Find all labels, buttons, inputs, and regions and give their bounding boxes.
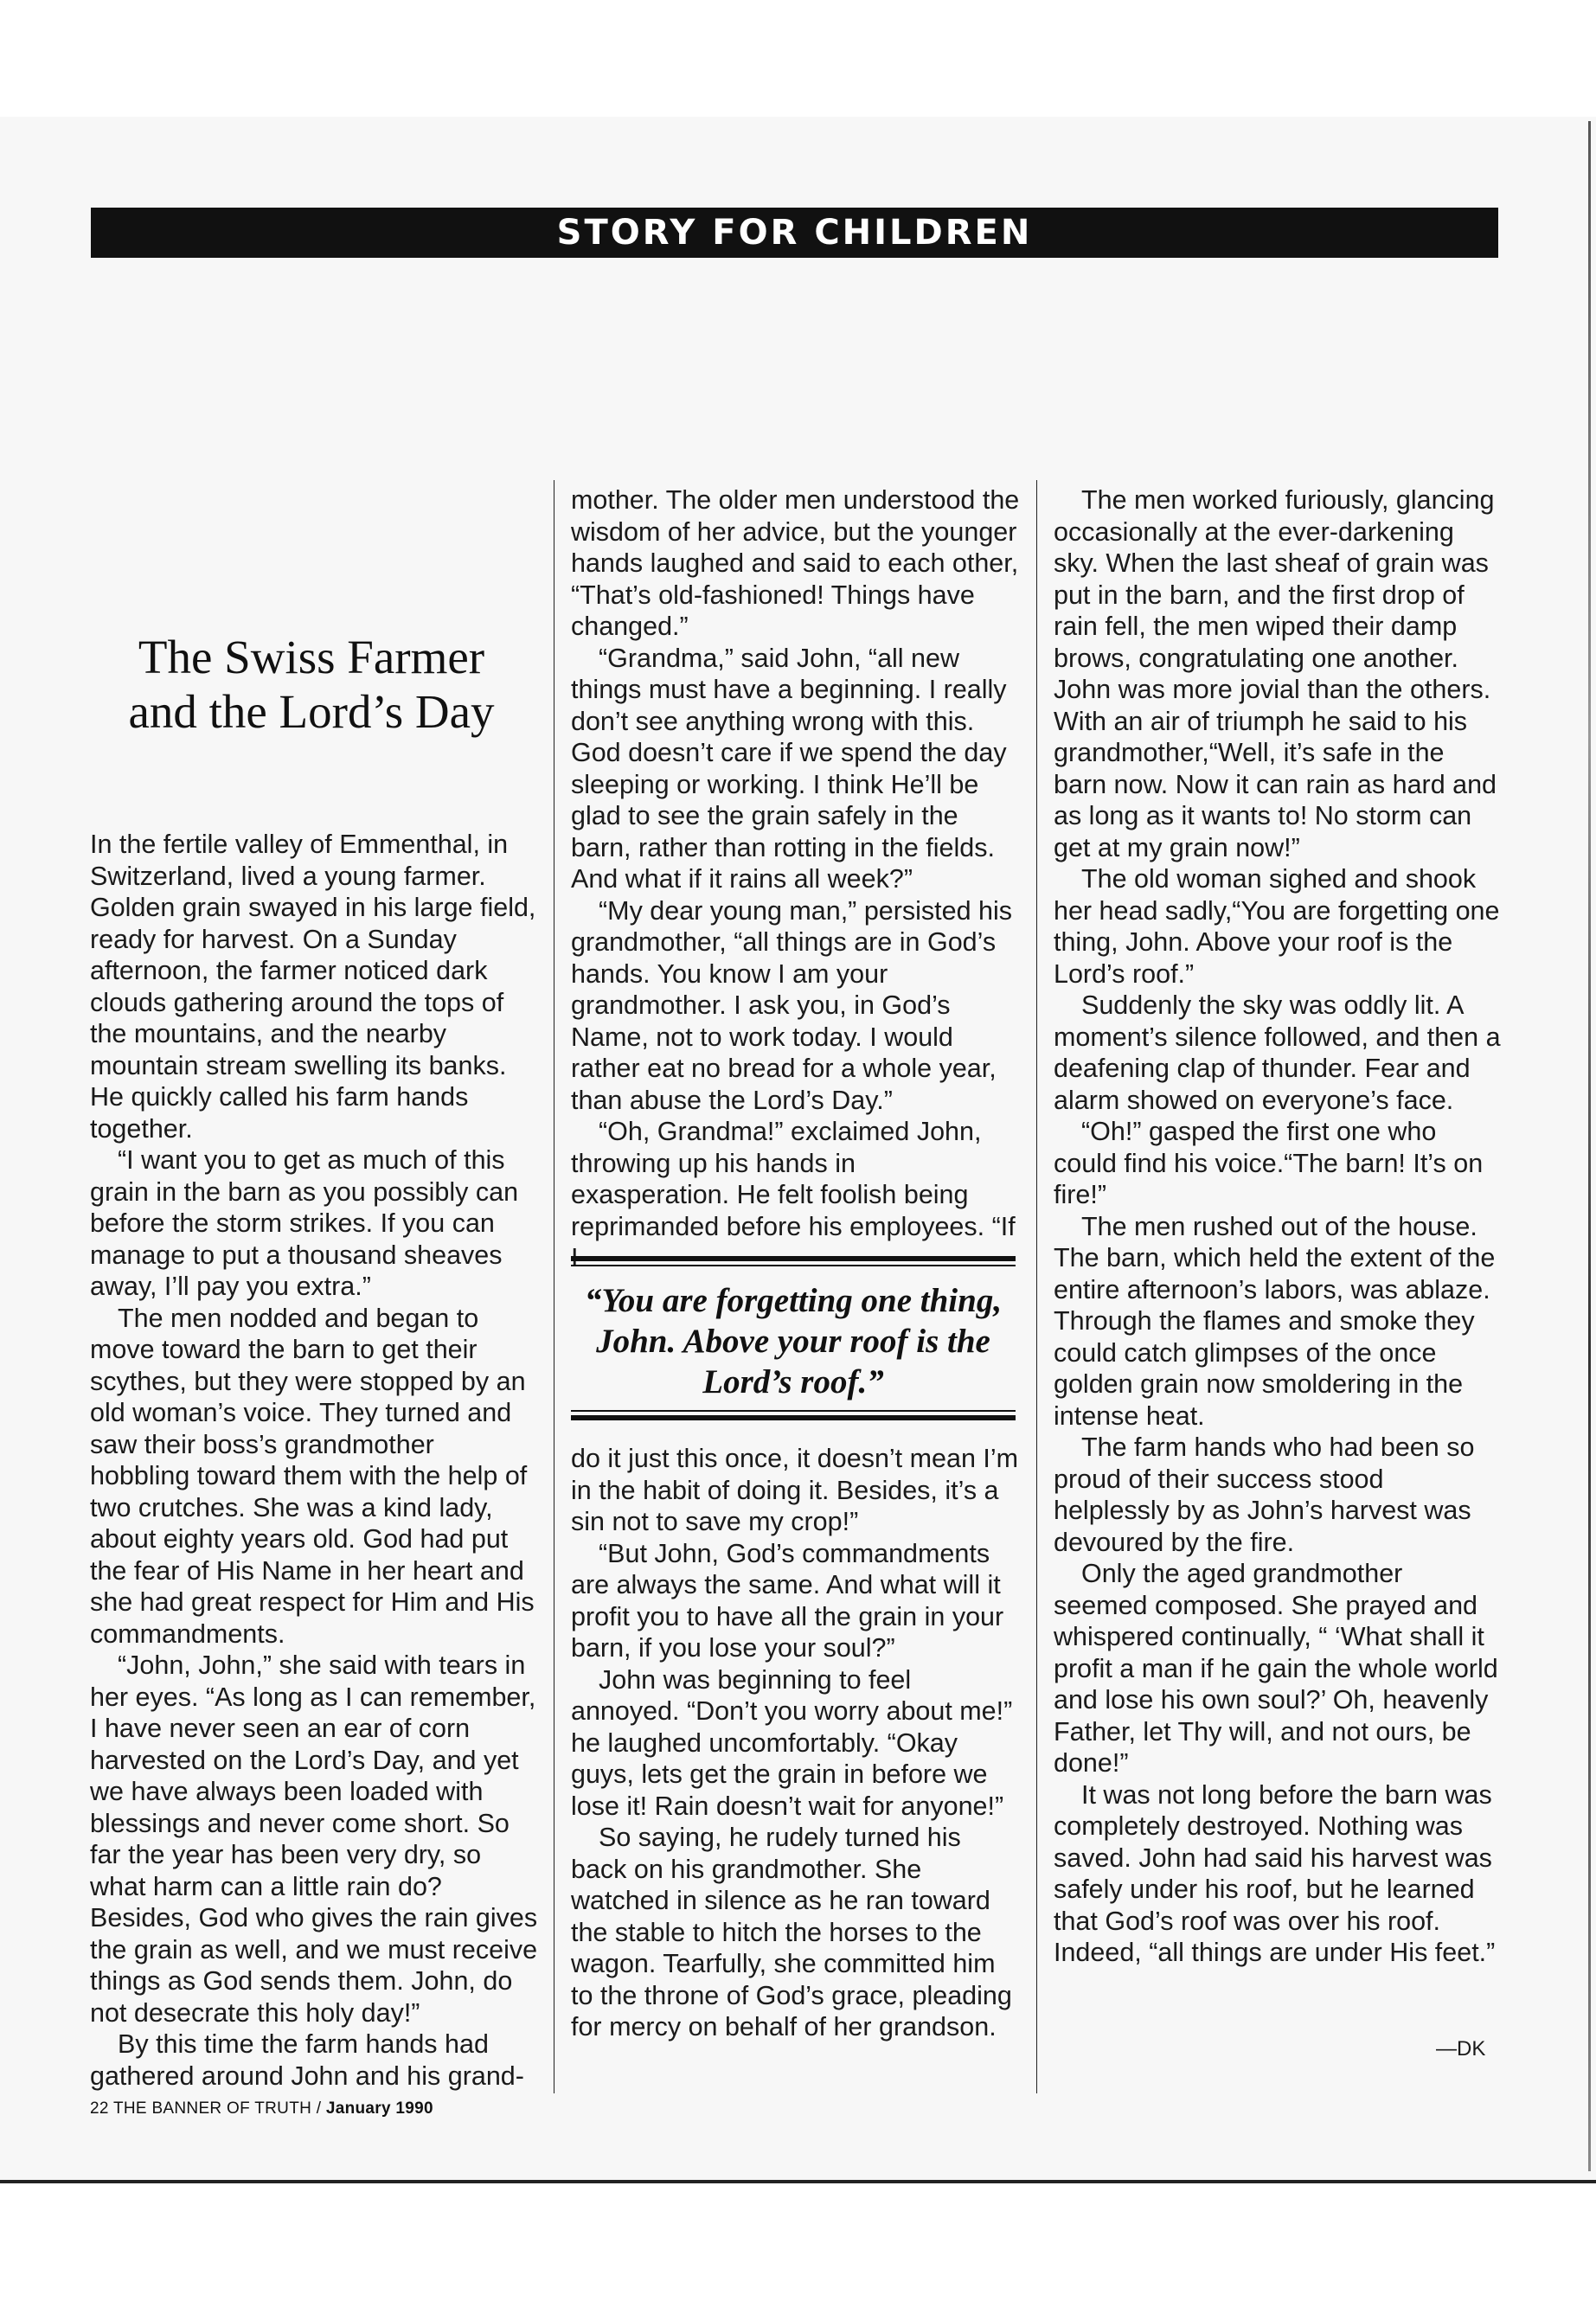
- paragraph: “I want you to get as much of this grain in the barn as you possibly can before the storm strikes. If you can manage to put a thousand sheaves away, I’ll pay you extra.”: [90, 1145, 519, 1301]
- publication-name: THE BANNER OF TRUTH /: [112, 2099, 322, 2118]
- paragraph: Only the aged grandmother seemed composed. She prayed and whispered continually, “ ‘What shall it profit a man if he gain the whole world and lose his own soul?’ Oh, heavenly Father, let Thy will, and not ours, be done!”: [1054, 1559, 1498, 1778]
- page-edge-shadow: [1588, 121, 1591, 2171]
- story-title-line2: and the Lord’s Day: [128, 685, 495, 738]
- pull-quote-rule: [571, 1265, 1016, 1266]
- paragraph: “My dear young man,” persisted his grandmother, “all things are in God’s hands. You know I am your grandmother. I ask you, in God’s Name, not to work today. I would rather eat no bread for a whole year, than abuse the Lord’s Day.”: [571, 895, 1013, 1115]
- section-header: [91, 208, 1498, 258]
- issue-date: January 1990: [325, 2099, 433, 2118]
- column-2-bottom: [571, 1443, 1021, 2043]
- paragraph: “Oh!” gasped the first one who could find his voice.“The barn! It’s on fire!”: [1054, 1117, 1484, 1209]
- paragraph: “Grandma,” said John, “all new things must have a beginning. I really don’t see anything wrong with this. God doesn’t care if we spend the day sleeping or working. I think He’ll be glad to see the grain safely in the barn, rather than rotting in the fields. And what if it rains all week?”: [571, 643, 1007, 894]
- paragraph: mother. The older men understood the wisdom of her advice, but the younger hands laughed and said to each other, “That’s old-fashioned! Things have changed.”: [571, 485, 1020, 641]
- paragraph: The old woman sighed and shook her head sadly,“You are forgetting one thing, John. Above your roof is the Lord’s roof.”: [1054, 864, 1500, 989]
- paragraph: The men worked furiously, glancing occasionally at the ever-darkening sky. When the last sheaf of grain was put in the barn, and the first drop of rain fell, the men wiped their damp brows, congratulating one another. John was more jovial than the others. With an air of triumph he said to his grandmother,“Well, it’s safe in the barn now. Now it can rain as hard and as long as it wants to! No storm can get at my grain now!”: [1054, 485, 1497, 862]
- author-signature: —DK: [1436, 2037, 1486, 2061]
- pull-quote-rule: [571, 1415, 1016, 1420]
- pull-quote: [571, 1256, 1016, 1420]
- story-title-line1: The Swiss Farmer: [138, 631, 485, 683]
- pull-quote-rule: [571, 1256, 1016, 1261]
- paragraph: The farm hands who had been so proud of their success stood helplessly by as John’s harvest was devoured by the fire.: [1054, 1433, 1475, 1557]
- paragraph: In the fertile valley of Emmenthal, in Switzerland, lived a young farmer. Golden grain swayed in his large field, ready for harvest. On a Sunday afternoon, the farmer noticed dark clouds gathering around the tops of the mountains, and the nearby mountain stream swelling its banks. He quickly called his farm hands together.: [90, 830, 536, 1144]
- column-2-top: [571, 484, 1021, 1274]
- paragraph: The men rushed out of the house. The barn, which held the extent of the entire afternoon’s labors, was ablaze. Through the flames and smoke they could catch glimpses of the once golden grain now smoldering in the intense heat.: [1054, 1211, 1496, 1431]
- paragraph: “Oh, Grandma!” exclaimed John, throwing up his hands in exasperation. He felt foolish being reprimanded before his employees. “If: [571, 1117, 1016, 1241]
- paragraph: The men nodded and began to move toward the barn to get their scythes, but they were stopped by an old woman’s voice. They turned and saw their boss’s grandmother hobbling toward them with the help of two crutches. She was a kind lady, about eighty years old. God had put the fear of His Name in her heart and she had great respect for Him and His commandments.: [90, 1303, 535, 1649]
- column-1: [90, 829, 540, 2092]
- paragraph: do it just this once, it doesn’t mean I’m in the habit of doing it. Besides, it’s a sin not to save my crop!”: [571, 1444, 1019, 1536]
- paragraph: So saying, he rudely turned his back on his grandmother. She watched in silence as he ran toward the stable to hitch the horses to the wagon. Tearfully, she committed him to the throne of God’s grace, pleading for mercy on behalf of her grandson.: [571, 1823, 1012, 2041]
- paragraph: “John, John,” she said with tears in her eyes. “As long as I can remember, I have never seen an ear of corn harvested on the Lord’s Day, and yet we have always been loaded with blessings and never come short. So far the year has been very dry, so what harm can a little rain do? Besides, God who gives the rain gives the grain as well, and we must receive things as God sends them. John, do not desecrate this holy day!”: [90, 1650, 538, 2028]
- column-divider: [1036, 480, 1037, 2093]
- page-number: 22: [90, 2099, 109, 2118]
- section-header-label: STORY FOR CHILDREN: [556, 213, 1033, 253]
- pull-quote-text: “You are forgetting one thing, John. Above your roof is the Lord’s roof.”: [584, 1282, 1003, 1400]
- page-footer: [90, 2099, 433, 2118]
- paragraph: Suddenly the sky was oddly lit. A moment’s silence followed, and then a deafening clap of thunder. Fear and alarm showed on everyone’s face.: [1054, 990, 1501, 1115]
- scan-margin: [0, 0, 1596, 117]
- paragraph: “But John, God’s commandments are always the same. And what will it profit you to have all the grain in your barn, if you lose your soul?”: [571, 1538, 1004, 1663]
- pull-quote-rule: [571, 1410, 1016, 1412]
- paragraph: By this time the farm hands had gathered around John and his grand-: [90, 2029, 524, 2091]
- paragraph: John was beginning to feel annoyed. “Don’t you worry about me!” he laughed uncomfortably. “Okay guys, lets get the grain in before we lose it! Rain doesn’t wait for anyone!”: [571, 1664, 1013, 1821]
- column-3: [1054, 484, 1503, 1969]
- story-title: [95, 630, 528, 739]
- paragraph: It was not long before the barn was completely destroyed. Nothing was saved. John had said his harvest was safely under his roof, but he learned that God’s roof was over his roof. Indeed, “all things are under His feet.”: [1054, 1779, 1496, 1967]
